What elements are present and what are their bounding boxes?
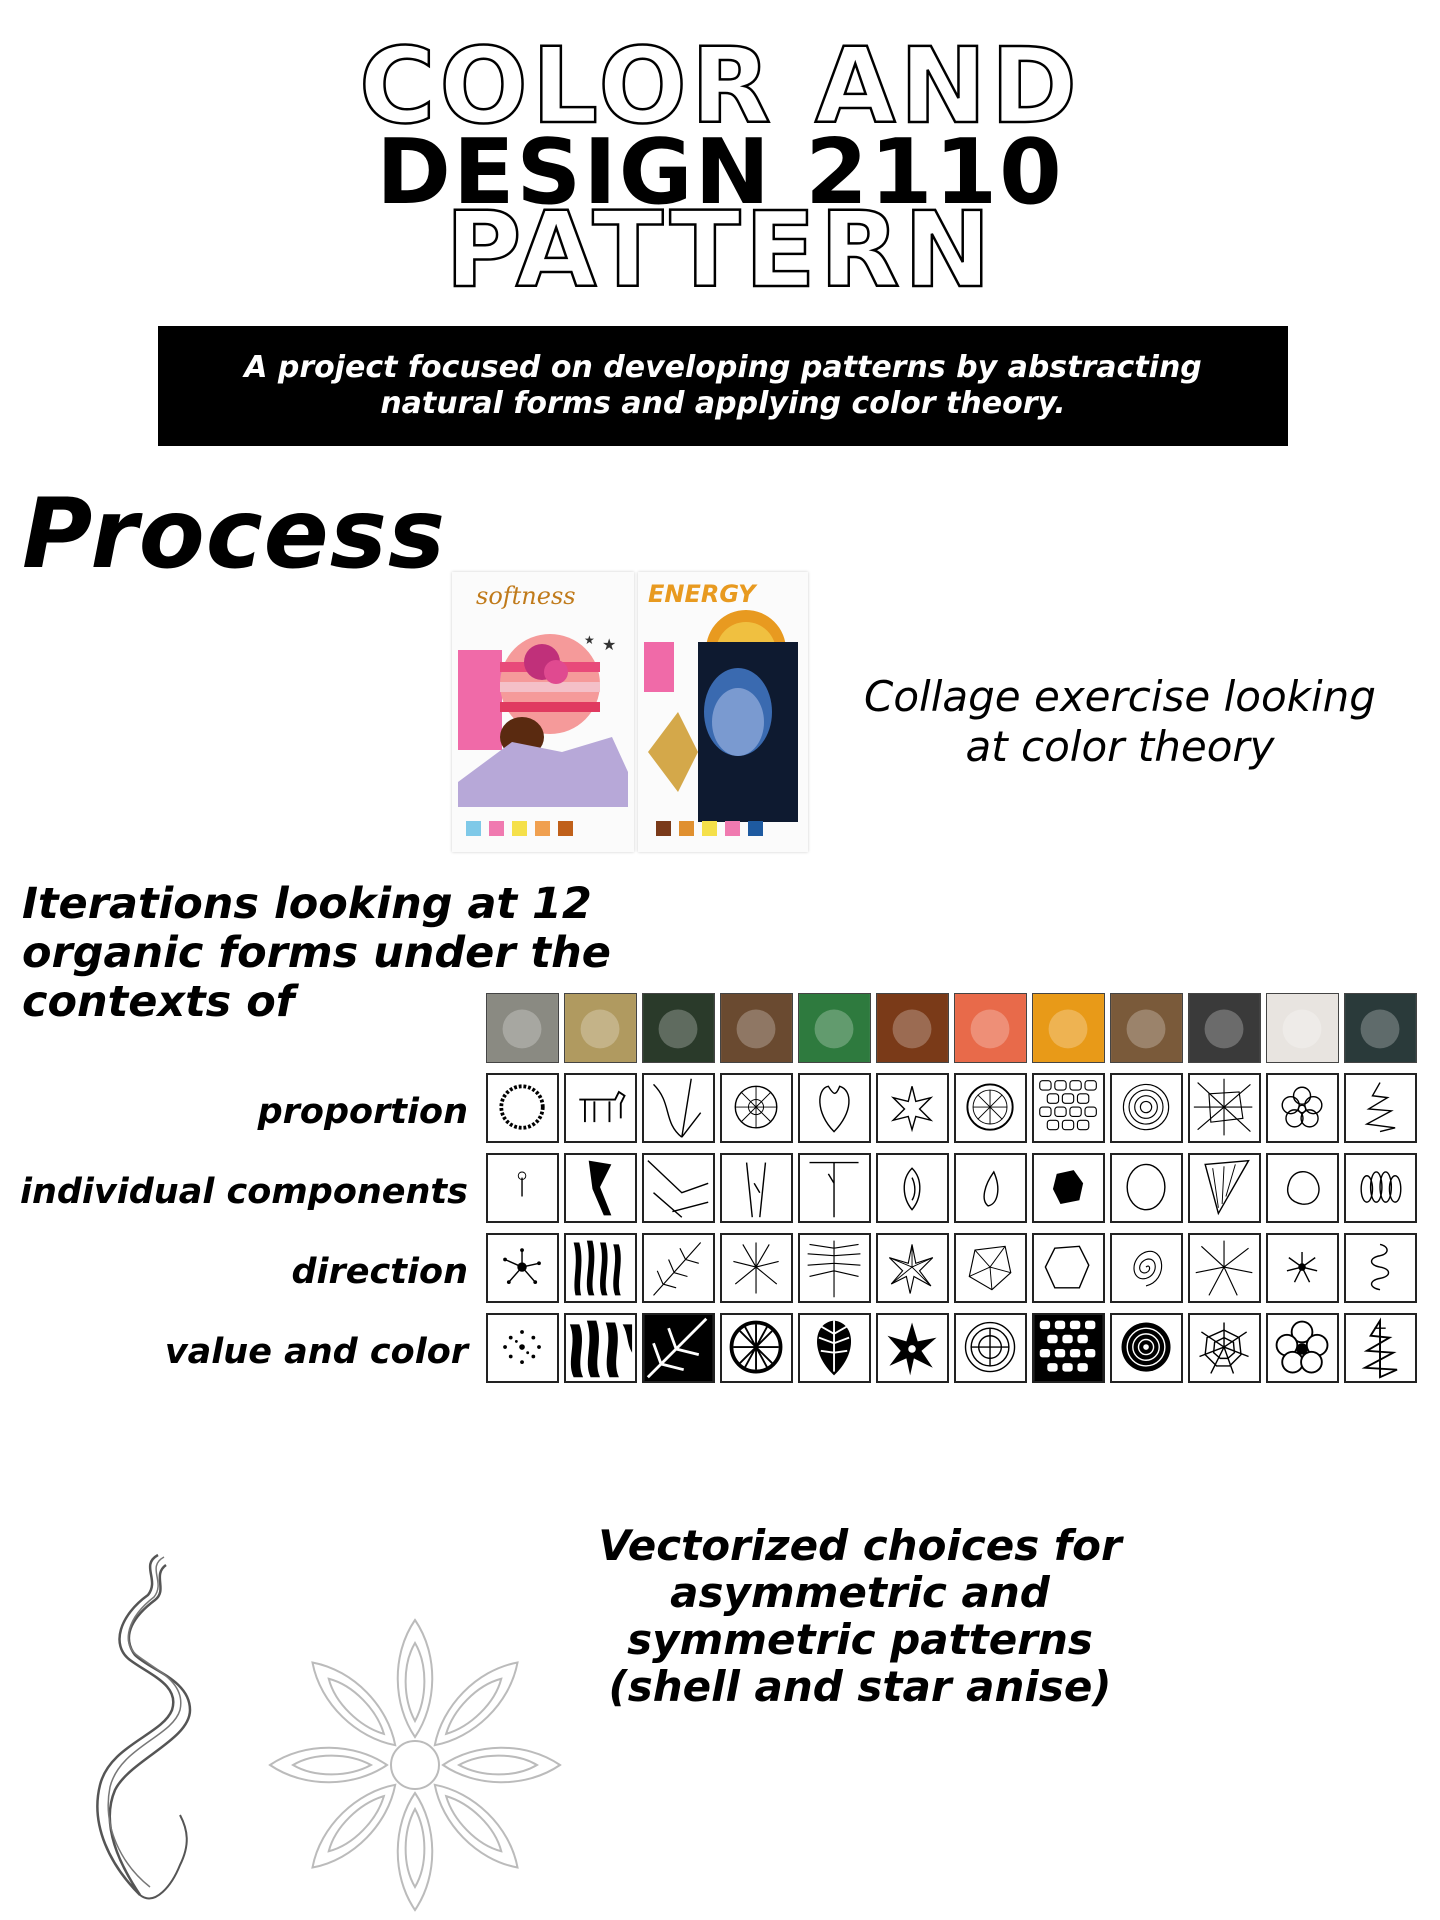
collage-energy-art [638, 572, 808, 852]
cell-drawing [722, 1315, 791, 1381]
iteration-direction-grapefruit [954, 1233, 1027, 1303]
cell-drawing [488, 1235, 557, 1301]
swatch [748, 821, 763, 836]
swatch [656, 821, 671, 836]
cell-drawing [566, 1075, 635, 1141]
cell-drawing [722, 1235, 791, 1301]
cell-drawing [1268, 1155, 1337, 1221]
collage-page-energy [638, 572, 808, 852]
cell-drawing [1112, 1315, 1181, 1381]
cell-drawing [956, 1235, 1025, 1301]
reference-photo-grapefruit [954, 993, 1027, 1063]
cell-drawing [488, 1155, 557, 1221]
cell-drawing [1112, 1235, 1181, 1301]
cell-drawing [565, 994, 636, 1062]
iteration-proportion-leaf [642, 1073, 715, 1143]
iteration-individual-components-flower [1266, 1153, 1339, 1223]
cell-drawing [1034, 1155, 1103, 1221]
iteration-direction-mushroom [720, 1233, 793, 1303]
iteration-value-and-color-star-anise [876, 1313, 949, 1383]
cell-drawing [1033, 994, 1104, 1062]
iteration-proportion-monstera-leaf [798, 1073, 871, 1143]
reference-photo-flower [1266, 993, 1339, 1063]
iteration-value-and-color-flower [1266, 1313, 1339, 1383]
cell-drawing [722, 1075, 791, 1141]
iteration-proportion-spider-web [1188, 1073, 1261, 1143]
cell-drawing [1267, 994, 1338, 1062]
iteration-value-and-color-mushroom [720, 1313, 793, 1383]
swatch [702, 821, 717, 836]
iteration-value-and-color-leaf [642, 1313, 715, 1383]
iteration-value-and-color-grapefruit [954, 1313, 1027, 1383]
cell-drawing [1111, 994, 1182, 1062]
cell-drawing [1190, 1315, 1259, 1381]
cell-drawing [487, 994, 558, 1062]
cell-drawing [1345, 994, 1416, 1062]
iteration-direction-monstera-leaf [798, 1233, 871, 1303]
iteration-direction-spider-web [1188, 1233, 1261, 1303]
iteration-value-and-color-zebra [564, 1313, 637, 1383]
reference-photo-tree-ring [1110, 993, 1183, 1063]
iteration-individual-components-dandelion [486, 1153, 559, 1223]
reference-photo-monstera-leaf [798, 993, 871, 1063]
row-label-direction: direction [291, 1252, 468, 1292]
cell-drawing [566, 1315, 635, 1381]
banner-text: A project focused on developing patterns by abstracting natural forms and applying color theory. [244, 350, 1202, 421]
iteration-proportion-tree-ring [1110, 1073, 1183, 1143]
iteration-proportion-grapefruit [954, 1073, 1027, 1143]
swatch [466, 821, 481, 836]
swatch [558, 821, 573, 836]
cell-drawing [721, 994, 792, 1062]
cell-drawing [878, 1075, 947, 1141]
iteration-value-and-color-dandelion [486, 1313, 559, 1383]
reference-photo-honeycomb [1032, 993, 1105, 1063]
cell-drawing [566, 1235, 635, 1301]
iteration-proportion-flower [1266, 1073, 1339, 1143]
iteration-value-and-color-shell [1344, 1313, 1417, 1383]
cell-drawing [1112, 1155, 1181, 1221]
cell-drawing [1268, 1235, 1337, 1301]
reference-photo-mushroom [720, 993, 793, 1063]
shell-vector-drawing [80, 1535, 210, 1915]
cell-drawing [800, 1155, 869, 1221]
cell-drawing [1112, 1075, 1181, 1141]
vector-caption: Vectorized choices for asymmetric and symmetric patterns (shell and star anise) [598, 1521, 1122, 1711]
cell-drawing [722, 1155, 791, 1221]
title-line-outline-2: PATTERN [445, 189, 995, 311]
iteration-individual-components-shell [1344, 1153, 1417, 1223]
cell-drawing [1268, 1075, 1337, 1141]
collage-energy-swatches [656, 821, 763, 836]
cell-drawing [1346, 1075, 1415, 1141]
iteration-direction-shell [1344, 1233, 1417, 1303]
iteration-individual-components-spider-web [1188, 1153, 1261, 1223]
cell-drawing [643, 994, 714, 1062]
title-line-solid: DESIGN 2110 [376, 120, 1064, 225]
iteration-value-and-color-honeycomb [1032, 1313, 1105, 1383]
collage-caption: Collage exercise looking at color theory [864, 672, 1376, 771]
swatch [512, 821, 527, 836]
iteration-proportion-dandelion [486, 1073, 559, 1143]
iterations-caption: Iterations looking at 12 organic forms under the contexts of [22, 879, 611, 1027]
iteration-direction-leaf [642, 1233, 715, 1303]
cell-drawing [1346, 1315, 1415, 1381]
svg-text:★: ★ [584, 633, 595, 647]
iteration-proportion-honeycomb [1032, 1073, 1105, 1143]
star-anise-vector-drawing [260, 1610, 570, 1920]
iteration-proportion-shell [1344, 1073, 1417, 1143]
collage-word-softness: softness [476, 582, 576, 610]
row-label-individual-components: individual components [19, 1172, 468, 1212]
reference-photo-star-anise [876, 993, 949, 1063]
iteration-direction-star-anise [876, 1233, 949, 1303]
cell-drawing [488, 1075, 557, 1141]
cell-drawing [1190, 1155, 1259, 1221]
iteration-individual-components-honeycomb [1032, 1153, 1105, 1223]
cell-drawing [800, 1075, 869, 1141]
title-line-outline-1: COLOR AND [359, 25, 1081, 147]
collage-page-softness [452, 572, 634, 852]
iteration-individual-components-leaf [642, 1153, 715, 1223]
description-banner [158, 326, 1288, 446]
cell-drawing [955, 994, 1026, 1062]
reference-photo-spider-web [1188, 993, 1261, 1063]
iteration-value-and-color-spider-web [1188, 1313, 1261, 1383]
reference-photo-shell [1344, 993, 1417, 1063]
cell-drawing [1190, 1235, 1259, 1301]
collage-image [452, 572, 812, 852]
iteration-individual-components-grapefruit [954, 1153, 1027, 1223]
reference-photo-zebra [564, 993, 637, 1063]
iteration-direction-honeycomb [1032, 1233, 1105, 1303]
cell-drawing [956, 1075, 1025, 1141]
cell-drawing [1034, 1315, 1103, 1381]
collage-softness-swatches [466, 821, 573, 836]
iteration-proportion-mushroom [720, 1073, 793, 1143]
reference-photo-dandelion [486, 993, 559, 1063]
swatch [679, 821, 694, 836]
process-heading: Process [22, 478, 446, 590]
cell-drawing [644, 1075, 713, 1141]
cell-drawing [799, 994, 870, 1062]
reference-photo-leaf [642, 993, 715, 1063]
cell-drawing [1189, 994, 1260, 1062]
cell-drawing [1268, 1315, 1337, 1381]
iteration-individual-components-tree-ring [1110, 1153, 1183, 1223]
cell-drawing [800, 1315, 869, 1381]
cell-drawing [644, 1235, 713, 1301]
svg-text:★: ★ [602, 635, 617, 654]
iteration-direction-zebra [564, 1233, 637, 1303]
cell-drawing [878, 1315, 947, 1381]
cell-drawing [1034, 1235, 1103, 1301]
iteration-direction-dandelion [486, 1233, 559, 1303]
swatch [489, 821, 504, 836]
cell-drawing [1190, 1075, 1259, 1141]
iteration-individual-components-mushroom [720, 1153, 793, 1223]
row-label-proportion: proportion [257, 1092, 468, 1132]
cell-drawing [878, 1155, 947, 1221]
cell-drawing [1034, 1075, 1103, 1141]
cell-drawing [488, 1315, 557, 1381]
cell-drawing [878, 1235, 947, 1301]
iteration-value-and-color-monstera-leaf [798, 1313, 871, 1383]
iteration-direction-flower [1266, 1233, 1339, 1303]
cell-drawing [1346, 1155, 1415, 1221]
cell-drawing [956, 1155, 1025, 1221]
iteration-proportion-zebra [564, 1073, 637, 1143]
cell-drawing [644, 1155, 713, 1221]
row-label-value-and-color: value and color [164, 1332, 468, 1372]
cell-drawing [877, 994, 948, 1062]
iteration-proportion-star-anise [876, 1073, 949, 1143]
iteration-direction-tree-ring [1110, 1233, 1183, 1303]
cell-drawing [956, 1315, 1025, 1381]
swatch [725, 821, 740, 836]
collage-softness-art [452, 572, 634, 852]
cell-drawing [566, 1155, 635, 1221]
swatch [535, 821, 550, 836]
cell-drawing [800, 1235, 869, 1301]
cell-drawing [644, 1315, 713, 1381]
collage-word-energy: ENERGY [648, 580, 756, 608]
iteration-individual-components-zebra [564, 1153, 637, 1223]
cell-drawing [1346, 1235, 1415, 1301]
iteration-individual-components-monstera-leaf [798, 1153, 871, 1223]
iteration-value-and-color-tree-ring [1110, 1313, 1183, 1383]
iteration-individual-components-star-anise [876, 1153, 949, 1223]
